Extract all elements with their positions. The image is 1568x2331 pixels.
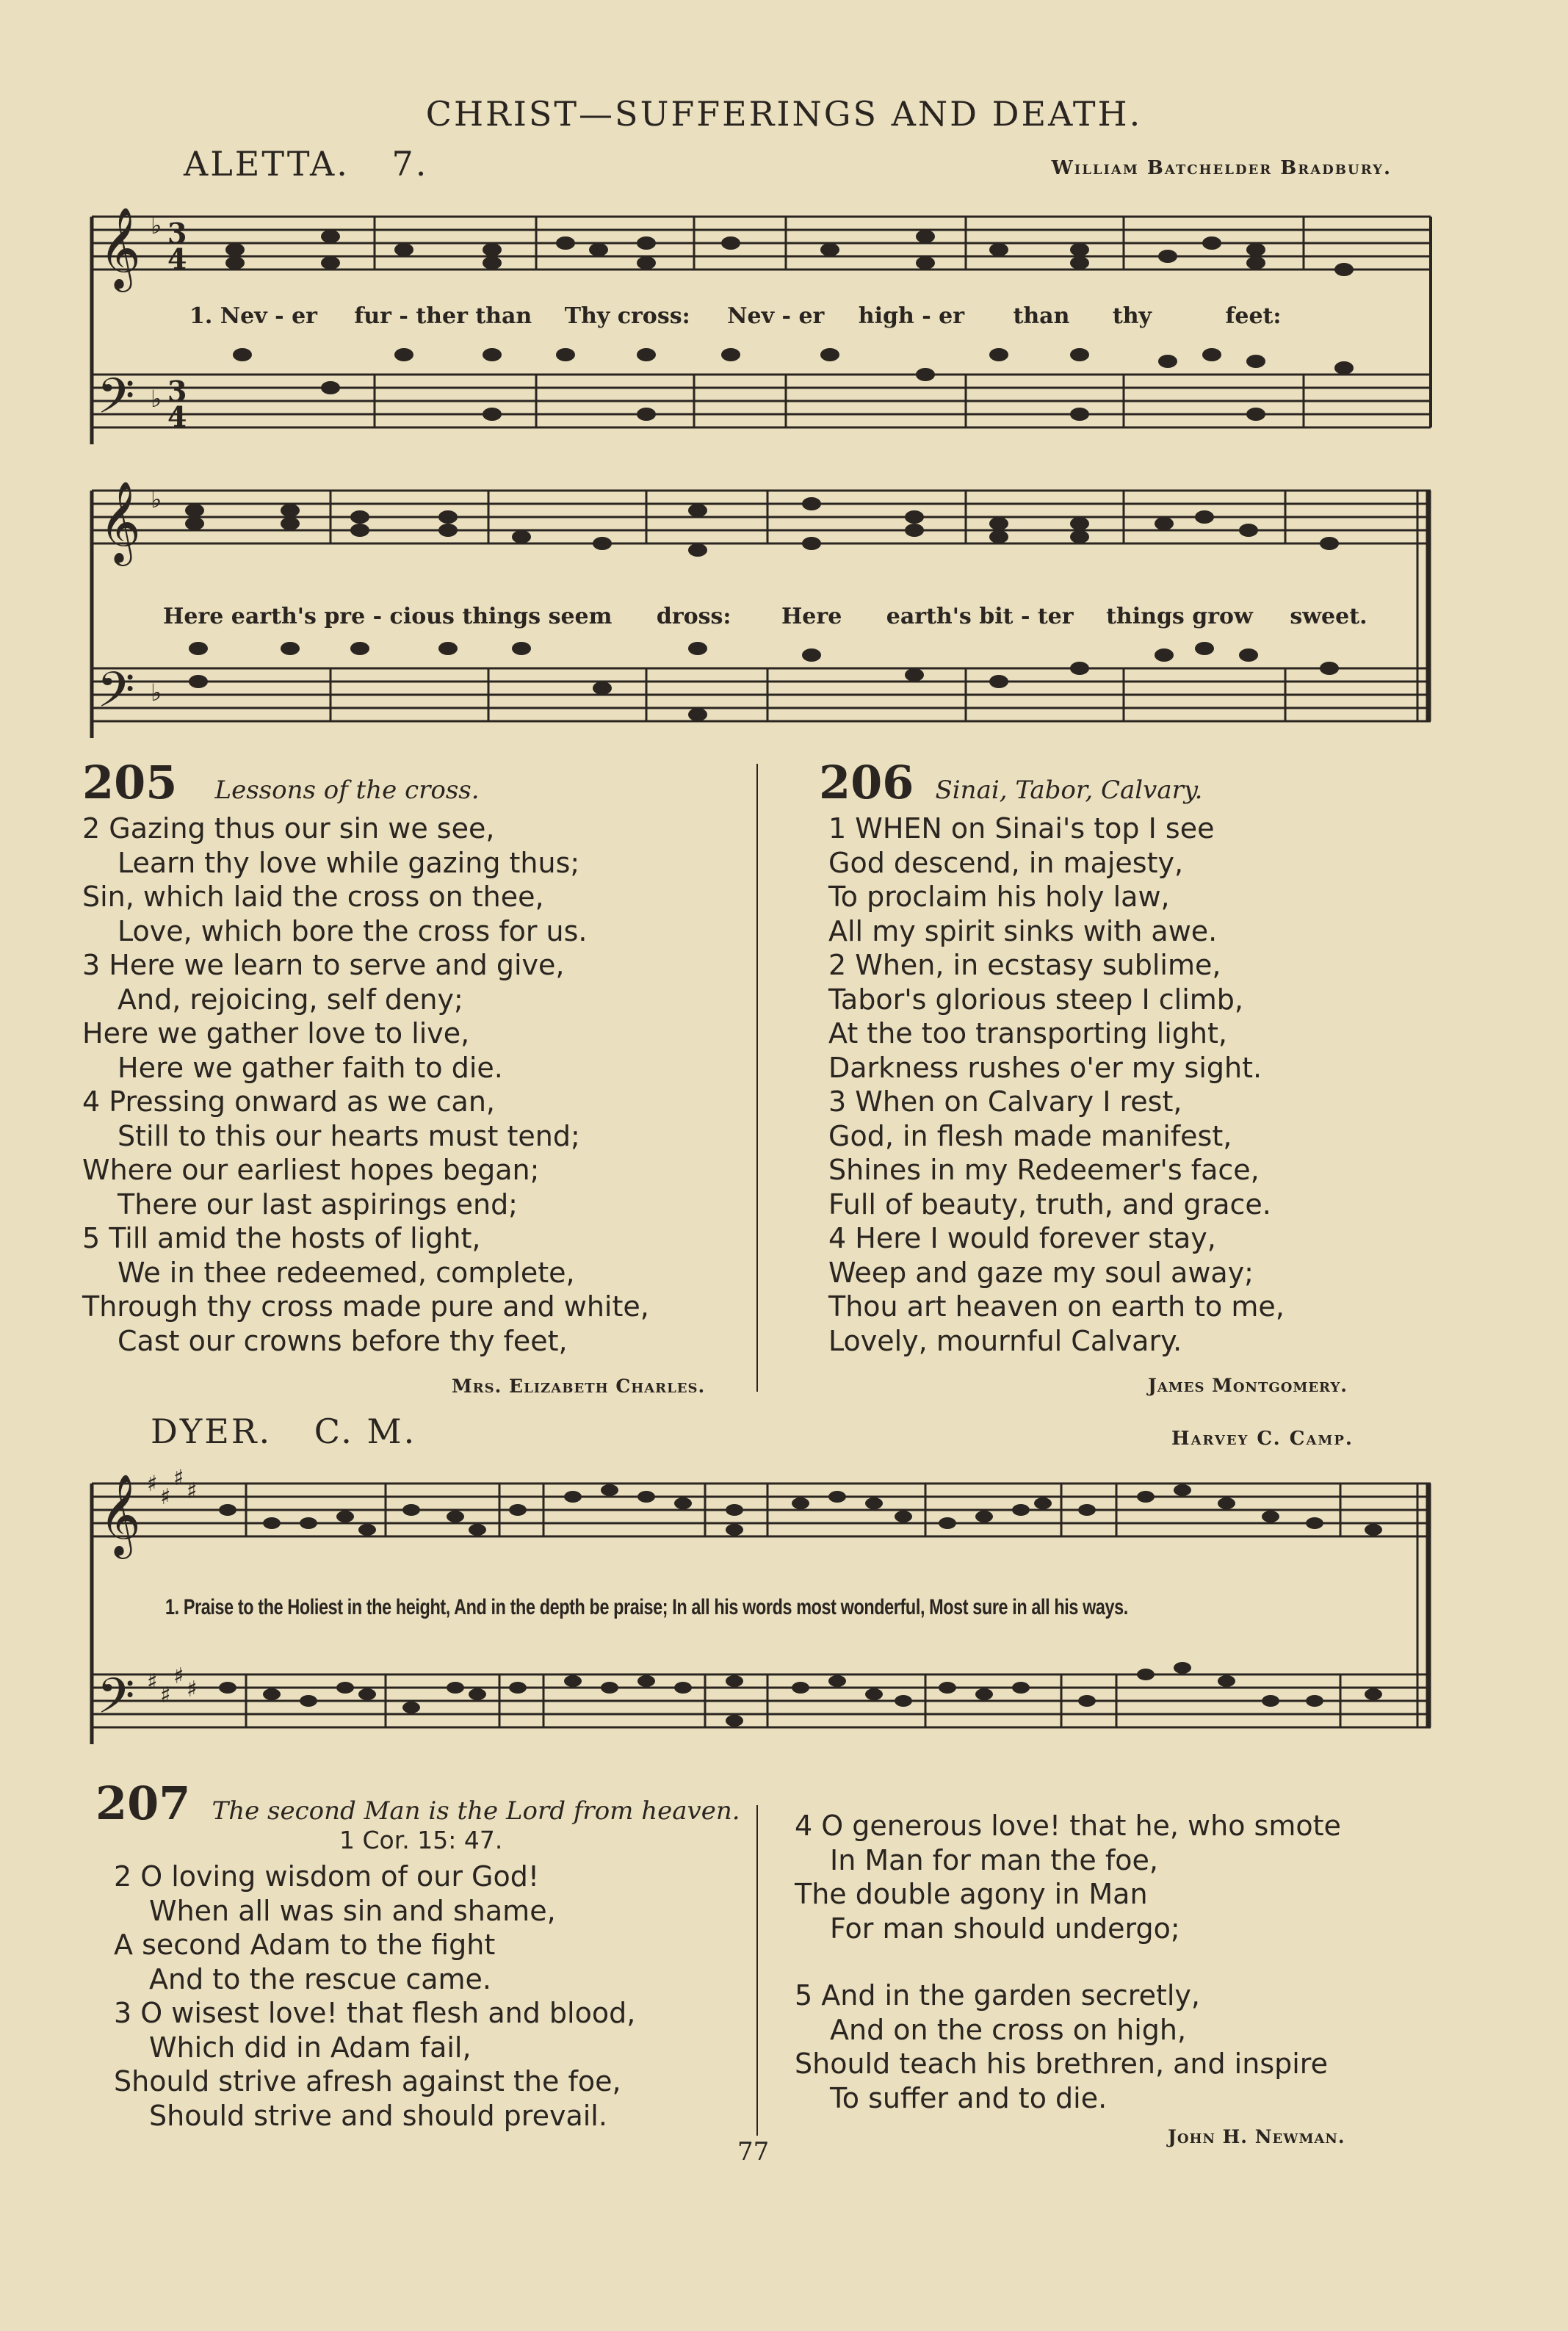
tune-name: DYER. xyxy=(151,1412,272,1451)
verse-line: Still to this our hearts must tend; xyxy=(118,1119,580,1152)
verse-line: Full of beauty, truth, and grace. xyxy=(828,1188,1271,1221)
tune-name: ALETTA. xyxy=(184,144,350,184)
column-divider xyxy=(756,1805,758,2136)
verse-line: To proclaim his holy law, xyxy=(828,881,1170,913)
page-header: CHRIST—SUFFERINGS AND DEATH. xyxy=(425,94,1143,134)
verse-line: Shines in my Redeemer's face, xyxy=(828,1154,1260,1186)
svg-text:3: 3 xyxy=(167,217,187,250)
svg-text:𝄞: 𝄞 xyxy=(99,206,141,289)
svg-text:♭: ♭ xyxy=(151,385,162,413)
svg-text:♯: ♯ xyxy=(160,1683,171,1708)
hymn-207-reference: 1 Cor. 15: 47. xyxy=(339,1826,503,1854)
hymn-206-author: James Montgomery. xyxy=(1148,1375,1348,1396)
hymn-title: Sinai, Tabor, Calvary. xyxy=(935,776,1203,805)
verse-line: 4 Pressing onward as we can, xyxy=(82,1085,496,1118)
verse-line: Should strive afresh against the foe, xyxy=(114,2065,621,2097)
svg-text:𝄞: 𝄞 xyxy=(99,1473,141,1555)
verse-line: 5 And in the garden secretly, xyxy=(795,1979,1200,2012)
verse-line: Where our earliest hopes began; xyxy=(82,1154,540,1186)
hymn-number: 207 xyxy=(95,1777,191,1830)
verse-line: And, rejoicing, self deny; xyxy=(118,983,463,1016)
svg-text:♯: ♯ xyxy=(173,1663,184,1689)
verse-line: When all was sin and shame, xyxy=(149,1894,556,1927)
svg-text:♯: ♯ xyxy=(187,1478,198,1504)
hymn-title: The second Man is the Lord from heaven. xyxy=(212,1796,740,1826)
verse-line: Learn thy love while gazing thus; xyxy=(118,846,580,879)
svg-text:♯: ♯ xyxy=(187,1677,198,1702)
verse-line: 4 O generous love! that he, who smote xyxy=(795,1810,1341,1842)
verse-line: 2 When, in ecstasy sublime, xyxy=(828,949,1221,981)
verse-line: 3 When on Calvary I rest, xyxy=(828,1085,1182,1118)
hymn-number: 206 xyxy=(819,756,914,809)
verse-line: God, in flesh made manifest, xyxy=(828,1119,1232,1152)
verse-line: 2 O loving wisdom of our God! xyxy=(114,1860,540,1893)
svg-text:♭: ♭ xyxy=(151,212,162,239)
verse-line: In Man for man the foe, xyxy=(830,1843,1158,1876)
tune-meter: C. M. xyxy=(314,1412,417,1451)
verse-line: And to the rescue came. xyxy=(149,1962,492,1995)
verse-line: At the too transporting light, xyxy=(828,1017,1227,1049)
tune2-lyrics: 1. Praise to the Holiest in the height, And in the depth be praise; In all his words most wonderful, Most sure in all his ways. xyxy=(165,1595,1128,1619)
verse-line: Darkness rushes o'er my sight. xyxy=(828,1051,1262,1084)
verse-line: God descend, in majesty, xyxy=(828,846,1184,879)
verse-line: Sin, which laid the cross on thee, xyxy=(82,881,544,913)
verse-line: We in thee redeemed, complete, xyxy=(118,1256,575,1289)
verse-line: Weep and gaze my soul away; xyxy=(828,1256,1254,1289)
verse-line: Here we gather love to live, xyxy=(82,1017,470,1049)
svg-text:♯: ♯ xyxy=(147,1471,158,1497)
verse-line: A second Adam to the fight xyxy=(114,1929,496,1961)
svg-text:𝄞: 𝄞 xyxy=(99,480,141,563)
verse-line: 2 Gazing thus our sin we see, xyxy=(82,812,495,845)
hymn-205-author: Mrs. Elizabeth Charles. xyxy=(452,1376,706,1397)
svg-text:𝄢: 𝄢 xyxy=(97,662,135,730)
svg-text:3: 3 xyxy=(167,375,187,408)
hymn-title: Lessons of the cross. xyxy=(214,776,480,805)
verse-line: And on the cross on high, xyxy=(830,2013,1187,2046)
verse-line: Tabor's glorious steep I climb, xyxy=(828,983,1244,1016)
verse-line: Should teach his brethren, and inspire xyxy=(795,2048,1328,2080)
svg-text:♭: ♭ xyxy=(151,679,162,706)
svg-text:♯: ♯ xyxy=(173,1465,184,1491)
svg-text:♭: ♭ xyxy=(151,485,162,513)
verse-line: 1 WHEN on Sinai's top I see xyxy=(828,812,1215,845)
svg-text:4: 4 xyxy=(167,242,187,275)
hymn-number: 205 xyxy=(82,756,178,809)
page-number: 77 xyxy=(737,2137,770,2166)
verse-line: Should strive and should prevail. xyxy=(149,2099,607,2132)
hymn-207-heading xyxy=(95,1777,740,1830)
hymn-207-author: John H. Newman. xyxy=(1168,2126,1345,2147)
hymn-207-verses-right-b xyxy=(795,1978,1328,2115)
verse-line: Lovely, mournful Calvary. xyxy=(828,1324,1182,1357)
hymn-207-verses-right-a xyxy=(795,1809,1341,1945)
verse-line: Love, which bore the cross for us. xyxy=(118,914,588,947)
verse-line: For man should undergo; xyxy=(830,1912,1180,1945)
verse-line: Which did in Adam fail, xyxy=(149,2031,472,2064)
verse-line: All my spirit sinks with awe. xyxy=(828,914,1218,947)
svg-text:♯: ♯ xyxy=(147,1669,158,1695)
verse-line: 5 Till amid the hosts of light, xyxy=(82,1222,481,1254)
svg-text:𝄢: 𝄢 xyxy=(97,1668,135,1736)
verse-line: The double agony in Man xyxy=(795,1878,1148,1910)
tune-composer-dyer: Harvey C. Camp. xyxy=(1171,1428,1354,1450)
verse-line: Here we gather faith to die. xyxy=(118,1051,503,1084)
verse-line: Cast our crowns before thy feet, xyxy=(118,1324,568,1357)
tune1-lyrics-line1: 1. Nev - er fur - ther than Thy cross: Nev - er high - er than thy feet: xyxy=(189,303,1282,329)
verse-line: To suffer and to die. xyxy=(830,2081,1108,2114)
hymn-207-verses-left xyxy=(114,1860,635,2133)
tune1-lyrics-line2: Here earth's pre - cious things seem dross: Here earth's bit - ter things grow sweet. xyxy=(163,604,1368,629)
verse-line: 4 Here I would forever stay, xyxy=(828,1222,1216,1254)
verse-line: 3 O wisest love! that flesh and blood, xyxy=(114,1997,636,2029)
verse-line: Through thy cross made pure and white, xyxy=(82,1290,649,1323)
svg-text:𝄢: 𝄢 xyxy=(97,368,135,436)
svg-text:4: 4 xyxy=(167,400,187,433)
verse-line: Thou art heaven on earth to me, xyxy=(828,1290,1285,1323)
verse-line: 3 Here we learn to serve and give, xyxy=(82,949,565,981)
verse-line: There our last aspirings end; xyxy=(118,1188,518,1221)
tune-composer-aletta: William Batchelder Bradbury. xyxy=(1051,157,1392,179)
tune-meter: 7. xyxy=(391,144,429,184)
svg-text:♯: ♯ xyxy=(160,1484,171,1510)
